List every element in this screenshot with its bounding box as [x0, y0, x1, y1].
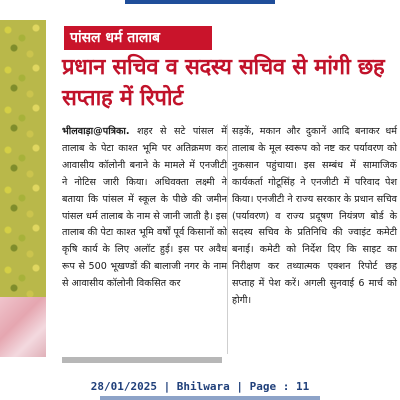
news-photo — [0, 20, 46, 357]
article-column-right — [232, 124, 397, 310]
column-divider — [227, 124, 228, 354]
top-accent-bar — [125, 0, 275, 4]
article-text-left: शहर से सटे पांसल में तालाब के पेटा काश्त भूमि पर अतिक्रमण कर आवासीय कॉलोनी बनाने के मामले में एनजीटी ने नोटिस जारी किया। अधिवक्ता लक्ष्मी ने बताया कि पांसल में स्कूल के पीछे की जमीन पांसल धर्म तालाब के नाम से जानी जाती है। इस तालाब की पेटा काश्त भूमि वर्षों पूर्व किसानों को कृषि कार्य के लिए अलॉट हुई। इस पर अवैध रूप से 500 भूखण्डों की बालाजी नगर के नाम से आवासीय कॉलोनी विकसित कर — [62, 126, 227, 290]
article-column-left — [62, 124, 227, 293]
cropped-footer-line — [100, 396, 320, 400]
photo-lower-area — [0, 297, 46, 357]
cropped-text-line — [62, 357, 222, 363]
headline: प्रधान सचिव व सदस्य सचिव से मांगी छह सप्ताह में रिपोर्ट — [62, 55, 385, 111]
article-text-right: सड़कें, मकान और दुकानें आदि बनाकर धर्म तालाब के मूल स्वरूप को नष्ट कर पर्यावरण को नुकसान पहुंचाया। इस सम्बंध में सामाजिक कार्यकर्ता गोटूसिंह ने एनजीटी में परिवाद पेश किया। एनजीटी ने राज्य सरकार के प्रधान सचिव (पर्यावरण) व राज्य प्रदूषण नियंत्रण बोर्ड के सदस्य सचिव के प्रतिनिधि की ज्वाइंट कमेटी बनाई। कमेटी को निर्देश दिए कि साइट का निरीक्षण कर तथ्यात्मक एक्शन रिपोर्ट छह सप्ताह में पेश करें। अगली सुनवाई 6 मार्च को होगी। — [232, 126, 397, 307]
source-footer: 28/01/2025 | Bhilwara | Page : 11 — [90, 380, 310, 393]
dateline: भीलवाड़ा@पत्रिका. — [62, 126, 130, 137]
category-tag: पांसल धर्म तालाब — [64, 26, 212, 50]
